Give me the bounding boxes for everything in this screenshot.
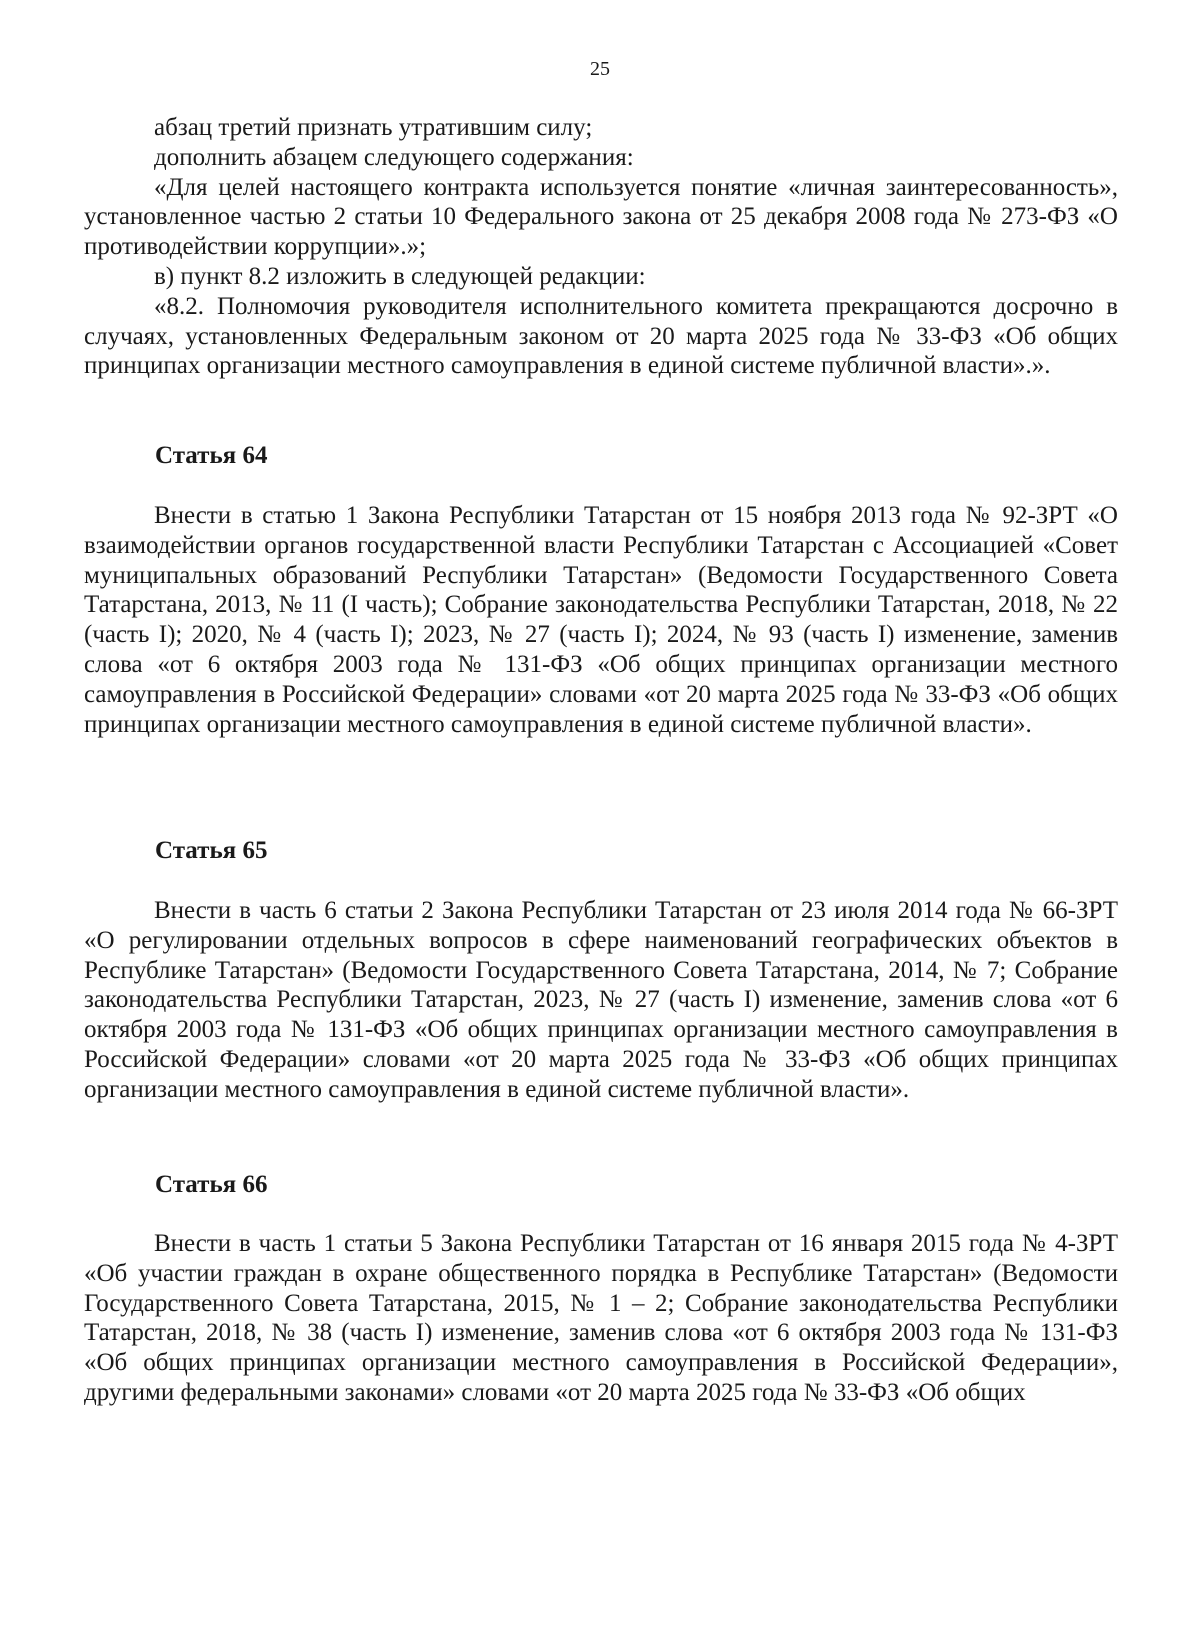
- article-paragraph: Внести в статью 1 Закона Республики Татарстан от 15 ноября 2013 года № 92-ЗРТ «О взаимодействии органов государственной власти Республики Татарстан с Ассоциацией «Совет муниципальных образований Республики Татарстан» (Ведомости Государственного Совета Татарстана, 2013, № 11 (I часть); Собрание законодательства Республики Татарстан, 2018, № 22 (часть I); 2020, № 4 (часть I); 2023, № 27 (часть I); 2024, № 93 (часть I) изменение, заменив слова «от 6 октября 2003 года № 131-ФЗ «Об общих принципах организации местного самоуправления в Российской Федерации» словами «от 20 марта 2025 года № 33-ФЗ «Об общих принципах организации местного самоуправления в единой системе публичной власти».: [84, 502, 1118, 738]
- article-body: [84, 1229, 1118, 1408]
- article-body: [84, 501, 1118, 739]
- intro-paragraph: дополнить абзацем следующего содержания:: [154, 143, 634, 171]
- article-heading: Статья 65: [155, 837, 268, 864]
- article-paragraph: Внести в часть 6 статьи 2 Закона Республики Татарстан от 23 июля 2014 года № 66-ЗРТ «О регулировании отдельных вопросов в сфере наименований географических объектов в Республике Татарстан» (Ведомости Государственного Совета Татарстана, 2014, № 7; Собрание законодательства Республики Татарстан, 2023, № 27 (часть I) изменение, заменив слова «от 6 октября 2003 года № 131-ФЗ «Об общих принципах организации местного самоуправления в Российской Федерации» словами «от 20 марта 2025 года № 33-ФЗ «Об общих принципах организации местного самоуправления в единой системе публичной власти».: [84, 897, 1118, 1103]
- intro-block: [84, 113, 1118, 381]
- article-body: [84, 896, 1118, 1105]
- intro-paragraph: абзац третий признать утратившим силу;: [154, 114, 593, 141]
- article-paragraph: Внести в часть 1 статьи 5 Закона Республики Татарстан от 16 января 2015 года № 4-ЗРТ «Об участии граждан в охране общественного порядка в Республике Татарстан» (Ведомости Государственного Совета Татарстана, 2015, № 1 – 2; Собрание законодательства Республики Татарстан, 2018, № 38 (часть I) изменение, заменив слова «от 6 октября 2003 года № 131-ФЗ «Об общих принципах организации местного самоуправления в Российской Федерации», другими федеральными законами» словами «от 20 марта 2025 года № 33-ФЗ «Об общих: [84, 1230, 1118, 1406]
- page-number: 25: [590, 58, 610, 80]
- intro-paragraph: «Для целей настоящего контракта используется понятие «личная заинтересованность», установленное частью 2 статьи 10 Федерального закона от 25 декабря 2008 года № 273-ФЗ «О противодействии коррупции».»;: [84, 173, 1118, 261]
- article-heading: Статья 66: [155, 1171, 268, 1198]
- article-heading: Статья 64: [155, 442, 268, 469]
- intro-paragraph: в) пункт 8.2 изложить в следующей редакции:: [154, 262, 646, 290]
- intro-paragraph: «8.2. Полномочия руководителя исполнительного комитета прекращаются досрочно в случаях, установленных Федеральным законом от 20 марта 2025 года № 33-ФЗ «Об общих принципах организации местного самоуправления в единой системе публичной власти».».: [84, 292, 1118, 380]
